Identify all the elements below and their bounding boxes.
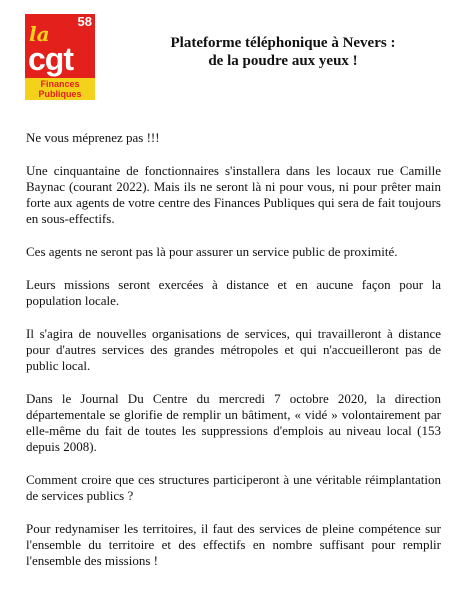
logo-department-number: 58 bbox=[77, 14, 92, 29]
paragraph-journal: Dans le Journal Du Centre du mercredi 7 octobre 2020, la direction départementale se glorifie de remplir un bâtiment, « vidé » volontairement par elle-même du fait de toutes les suppressions d'emplois au niveau local (153 depuis 2008). bbox=[26, 391, 441, 454]
article-body bbox=[26, 130, 441, 569]
logo-finances-text: Finances bbox=[40, 79, 80, 89]
logo-cgt-text: cgt bbox=[28, 41, 73, 77]
page-title bbox=[118, 34, 448, 70]
paragraph-question: Comment croire que ces structures participeront à une véritable réimplantation de services publics ? bbox=[26, 472, 441, 503]
paragraph-intro: Ne vous méprenez pas !!! bbox=[26, 130, 160, 145]
paragraph-service-public: Ces agents ne seront pas là pour assurer un service public de proximité. bbox=[26, 244, 398, 259]
logo-la-text: la bbox=[29, 22, 50, 46]
logo-publiques-text: Publiques bbox=[38, 89, 82, 99]
paragraph-installation: Une cinquantaine de fonctionnaires s'installera dans les locaux rue Camille Baynac (courant 2022). Mais ils ne seront là ni pour vous, ni pour prêter main forte aux agents de votre centre des Finances Publiques qui sera de fait toujours en sous-effectifs. bbox=[26, 163, 441, 226]
paragraph-organisations: Il s'agira de nouvelles organisations de services, qui travailleront à distance pour d'autres services des grandes métropoles et qui n'accueilleront pas de public local. bbox=[26, 326, 441, 373]
paragraph-missions: Leurs missions seront exercées à distance et en aucune façon pour la population locale. bbox=[26, 277, 441, 308]
logo-yellow-band bbox=[25, 78, 95, 100]
title-line-1: Plateforme téléphonique à Nevers : bbox=[170, 35, 396, 51]
paragraph-conclusion: Pour redynamiser les territoires, il faut des services de pleine compétence sur l'ensemble du territoire et des effectifs en nombre suffisant pour remplir l'ensemble des missions ! bbox=[26, 521, 441, 568]
cgt-finances-publiques-logo bbox=[25, 14, 95, 100]
title-line-2: de la poudre aux yeux ! bbox=[208, 53, 358, 69]
